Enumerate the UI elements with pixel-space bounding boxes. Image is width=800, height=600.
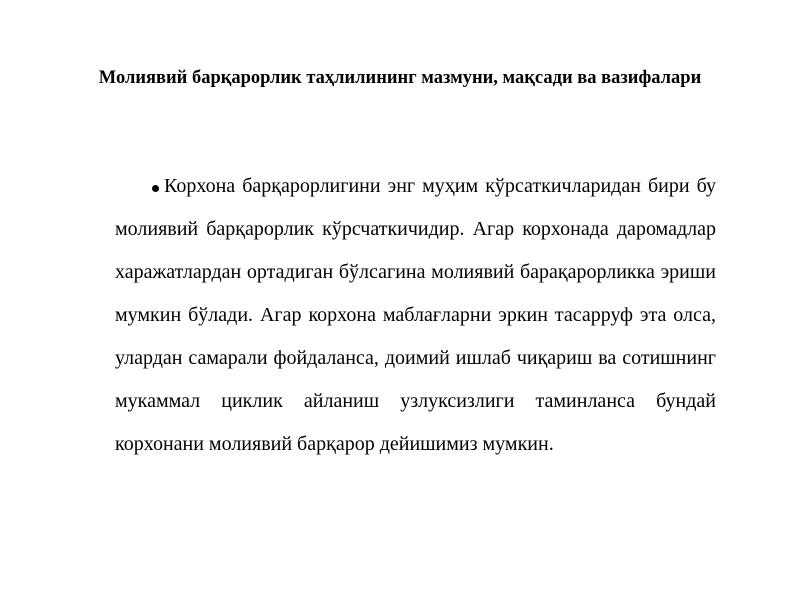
body-paragraph (115, 165, 716, 466)
slide-title: Молиявий барқарорлик таҳлилининг мазмуни, мақсади ва вазифалари (98, 68, 702, 88)
paragraph-text: Корхона барқарорлигини энг муҳим кўрсаткичларидан бири бу молиявий барқарорлик кўрсчаткичидир. Агар корхонада даромадлар харажатлардан ортадиган бўлсагина молиявий барақарорликка эриши мумкин бўлади. Агар корхона маблағларни эркин тасарруф эта олса, улардан самарали фойдаланса, доимий ишлаб чиқариш ва сотишнинг мукаммал циклик айланиш узлуксизлиги таминланса бундай корхонани молиявий барқарор дейишимиз мумкин. (115, 175, 716, 455)
